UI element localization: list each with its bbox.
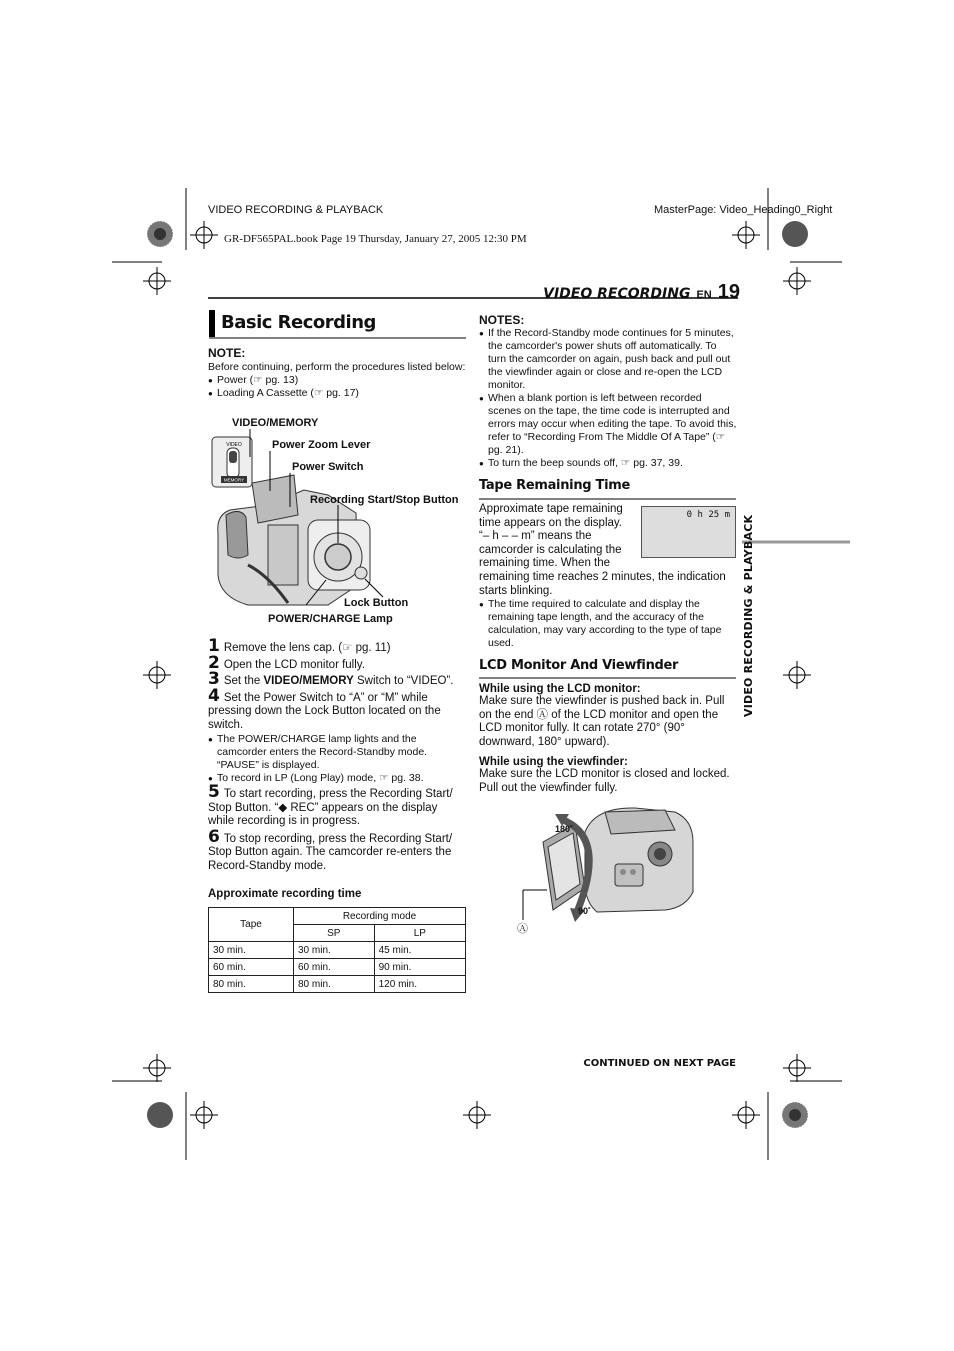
power-switch-label: Power Switch bbox=[292, 461, 364, 473]
tape-remaining-bullet: ● The time required to calculate and display the remaining tape length, and the accuracy of the calculation, may vary according to the type of tape used. bbox=[479, 598, 737, 650]
table-row bbox=[209, 959, 466, 976]
section-header: VIDEO RECORDING bbox=[543, 286, 691, 302]
lcd-rotation-illustration bbox=[515, 802, 700, 934]
step-4 bbox=[208, 685, 466, 733]
tape-remaining-rest: remaining time reaches 2 minutes, the indication starts blinking. bbox=[479, 571, 726, 597]
table-cell: 120 min. bbox=[374, 976, 465, 993]
notes-block bbox=[479, 313, 737, 470]
starburst-disc-top-left bbox=[147, 221, 173, 247]
note-text: Before continuing, perform the procedures listed below: bbox=[208, 361, 466, 373]
table-header-tape: Tape bbox=[209, 908, 294, 942]
table-cell: 45 min. bbox=[374, 942, 465, 959]
viewfinder-heading: While using the viewfinder: bbox=[479, 756, 628, 768]
language-code: EN bbox=[696, 289, 712, 301]
page-header bbox=[543, 281, 740, 304]
switch-video-label: VIDEO bbox=[226, 442, 242, 448]
continued-next-page: CONTINUED ON NEXT PAGE bbox=[583, 1058, 736, 1069]
grey-disc-bottom-left bbox=[147, 1102, 173, 1128]
step-number: 1 bbox=[208, 636, 220, 656]
tape-remaining-line: Approximate tape remaining bbox=[479, 503, 623, 515]
step-number: 4 bbox=[208, 685, 220, 706]
step-number: 5 bbox=[208, 782, 220, 802]
steps-list bbox=[208, 636, 466, 873]
step-number: 2 bbox=[208, 652, 220, 673]
step-2 bbox=[208, 652, 466, 673]
grey-disc-top-right bbox=[782, 221, 808, 247]
step-number: 3 bbox=[208, 669, 220, 689]
table-cell: 30 min. bbox=[294, 942, 375, 959]
note-heading: NOTE: bbox=[208, 346, 246, 360]
note-item: ● Power (☞ pg. 13) bbox=[208, 374, 466, 387]
video-memory-label: VIDEO/MEMORY bbox=[232, 417, 319, 429]
notes-item: ● When a blank portion is left between recorded scenes on the tape, the time code is interrupted and errors may occur when editing the tape. To avoid this, refer to “Recording From The Middle Of A Tape” (☞ pg. 21). bbox=[479, 392, 737, 457]
lock-button-label: Lock Button bbox=[344, 597, 409, 609]
angle-90-label: 90˚ bbox=[578, 906, 592, 916]
notes-heading: NOTES: bbox=[479, 313, 525, 327]
lcd-text: Make sure the viewfinder is pushed back in. Pull on the end Ⓐ of the LCD monitor and open the LCD monitor fully. It can rotate 270° (90° downward, 180° upward). bbox=[479, 695, 725, 748]
note-item: ● Loading A Cassette (☞ pg. 17) bbox=[208, 387, 466, 400]
table-cell: 80 min. bbox=[209, 976, 294, 993]
step-text: To stop recording, press the Recording Start/ Stop Button again. The camcorder re-enters the Record-Standby mode. bbox=[208, 832, 453, 872]
recording-start-stop-label: Recording Start/Stop Button bbox=[310, 494, 459, 506]
angle-180-label: 180˚ bbox=[555, 824, 574, 834]
table-cell: 30 min. bbox=[209, 942, 294, 959]
tape-remaining-title: Tape Remaining Time bbox=[479, 478, 630, 493]
step-5 bbox=[208, 782, 466, 829]
table-title: Approximate recording time bbox=[208, 888, 362, 900]
starburst-disc-bottom-right bbox=[782, 1102, 808, 1128]
step-4-bullet: ● The POWER/CHARGE lamp lights and the camcorder enters the Record-Standby mode. “PAUSE” is displayed. bbox=[208, 733, 466, 772]
step-text-bold: VIDEO/MEMORY bbox=[263, 675, 354, 687]
step-1 bbox=[208, 636, 466, 656]
step-4-bullet: ● To record in LP (Long Play) mode, ☞ pg. 38. bbox=[208, 772, 466, 785]
power-zoom-lever-label: Power Zoom Lever bbox=[272, 439, 371, 451]
step-text: To start recording, press the Recording Start/ Stop Button. “◆ REC” appears on the display while recording is in progress. bbox=[208, 788, 453, 827]
table-cell: 90 min. bbox=[374, 959, 465, 976]
table-cell: 80 min. bbox=[294, 976, 375, 993]
tape-remaining-display bbox=[641, 506, 736, 558]
lcd-heading: While using the LCD monitor: bbox=[479, 683, 641, 695]
tape-remaining-value: 0 h 25 m bbox=[686, 510, 730, 520]
table-cell: 60 min. bbox=[294, 959, 375, 976]
table-row bbox=[209, 976, 466, 993]
table-row bbox=[209, 942, 466, 959]
tape-remaining-line: camcorder is calculating the bbox=[479, 543, 622, 556]
step-6 bbox=[208, 826, 466, 874]
step-text: Set the Power Switch to “A” or “M” while pressing down the Lock Button located on the switch. bbox=[208, 691, 441, 731]
table-header-mode: Recording mode bbox=[294, 908, 466, 925]
tape-remaining-line: remaining time. When the bbox=[479, 557, 611, 569]
book-info-line: GR-DF565PAL.book Page 19 Thursday, January 27, 2005 12:30 PM bbox=[224, 233, 527, 245]
tape-remaining-line: time appears on the display. bbox=[479, 516, 622, 529]
step-text: Remove the lens cap. (☞ pg. 11) bbox=[223, 642, 391, 654]
table-cell: 60 min. bbox=[209, 959, 294, 976]
print-header-left: VIDEO RECORDING & PLAYBACK bbox=[208, 204, 384, 216]
table-header-sp: SP bbox=[294, 925, 375, 942]
lcd-viewfinder-block bbox=[479, 683, 737, 795]
tape-remaining-line: “– h – – m” means the bbox=[479, 530, 592, 542]
power-charge-lamp-label: POWER/CHARGE Lamp bbox=[268, 613, 393, 625]
step-3 bbox=[208, 669, 466, 689]
registration-mark-top-left bbox=[190, 221, 218, 249]
note-block bbox=[208, 346, 466, 400]
notes-item: ● To turn the beep sounds off, ☞ pg. 37, 39. bbox=[479, 457, 737, 470]
recording-time-table bbox=[208, 907, 466, 993]
switch-memory-label: MEMORY bbox=[223, 477, 245, 483]
viewfinder-text: Make sure the LCD monitor is closed and locked. Pull out the viewfinder fully. bbox=[479, 768, 730, 794]
step-text-post: Switch to “VIDEO”. bbox=[353, 675, 454, 687]
page-number: 19 bbox=[717, 281, 740, 303]
notes-item: ● If the Record-Standby mode continues for 5 minutes, the camcorder's power shuts off automatically. To turn the camcorder on again, push back and pull out the viewfinder again or close and re-open the LCD monitor. bbox=[479, 327, 737, 392]
registration-mark-top-right bbox=[732, 221, 760, 249]
section-title: Basic Recording bbox=[221, 312, 376, 333]
table-header-lp: LP bbox=[374, 925, 465, 942]
print-header-right: MasterPage: Video_Heading0_Right bbox=[654, 204, 833, 216]
step-number: 6 bbox=[208, 826, 220, 847]
step-text-pre: Set the bbox=[223, 675, 264, 687]
sidebar-chapter-label: VIDEO RECORDING & PLAYBACK bbox=[742, 514, 755, 717]
tape-remaining-lines bbox=[479, 503, 639, 571]
lcd-viewfinder-title: LCD Monitor And Viewfinder bbox=[479, 658, 679, 673]
marker-a-label: Ⓐ bbox=[517, 923, 528, 935]
step-text: Open the LCD monitor fully. bbox=[223, 658, 365, 671]
